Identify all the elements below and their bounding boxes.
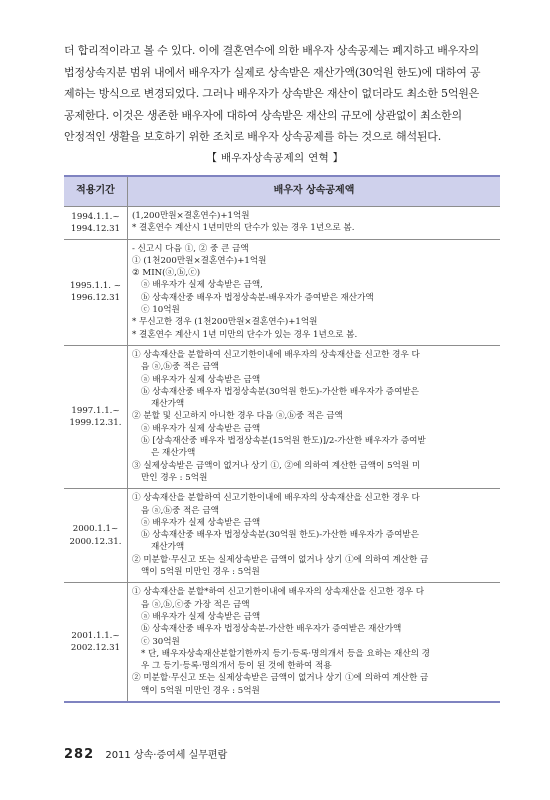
cell-line: ⓑ 상속재산중 배우자 법정상속분-배우자가 증여받은 재산가액: [141, 292, 374, 303]
cell-line: ① 상속재산을 분할하여 신고기한이내에 배우자의 상속재산을 신고한 경우 다: [132, 349, 420, 360]
cell-line: 음 ⓐ,ⓑ중 적은 금액: [141, 362, 219, 373]
deduction-cell: [128, 207, 501, 240]
cell-line: 은 재산가액: [151, 448, 196, 459]
deduction-cell: [128, 345, 501, 488]
page-footer: [64, 746, 227, 762]
cell-line: ① (1천200만원×결혼연수)+1억원: [132, 255, 267, 266]
period-cell: [64, 239, 128, 345]
table-row: [64, 207, 500, 240]
cell-line: 음 ⓐ,ⓑ중 적은 금액: [141, 505, 219, 516]
cell-line: * 무신고한 경우 (1천200만원×결혼연수)+1억원: [132, 317, 318, 328]
cell-line: ② 미분할·무신고 또는 실제상속받은 금액이 없거나 상기 ①에 의하여 계산한 금: [132, 554, 429, 565]
spouse-deduction-history-table: [64, 175, 500, 703]
page-number: 282: [64, 747, 95, 762]
period-start: 2000.1.1~: [72, 524, 119, 535]
period-start: 1994.1.1.~: [71, 211, 120, 222]
period-start: 1995.1.1. ~: [70, 280, 121, 291]
period-end: 1999.12.31.: [69, 418, 122, 429]
table-row: [64, 239, 500, 345]
table-row: [64, 583, 500, 702]
intro-line: 안정적인 생활을 보호하기 위한 조치로 배우자 상속공제를 하는 것으로 해석된다.: [64, 130, 442, 143]
cell-line: ⓑ 상속재산중 배우자 법정상속분-가산한 배우자가 증여받은 재산가액: [141, 624, 402, 635]
deduction-cell: [128, 489, 501, 583]
period-end: 2002.12.31: [70, 643, 121, 654]
header-deduction: 배우자 상속공제액: [128, 176, 501, 207]
intro-line: 더 합리적이라고 볼 수 있다. 이에 결혼연수에 의한 배우자 상속공제는 폐지하고 배우자의: [64, 44, 479, 57]
cell-line: 재산가액: [151, 542, 185, 553]
cell-line: ⓑ [상속재산중 배우자 법정상속분(15억원 한도)]/2-가산한 배우자가 증여받: [141, 436, 426, 447]
cell-line: ⓐ 배우자가 실제 상속받은 금액: [141, 374, 261, 385]
cell-line: * 결혼연수 계산시 1년미만의 단수가 있는 경우 1년으로 봄.: [132, 223, 355, 234]
period-end: 2000.12.31.: [69, 536, 122, 547]
period-cell: [64, 489, 128, 583]
period-cell: [64, 207, 128, 240]
book-title: 2011 상속·증여세 실무편람: [105, 750, 228, 761]
table-row: [64, 345, 500, 488]
cell-line: ② 분할 및 신고하지 아니한 경우 다음 ⓐ,ⓑ중 적은 금액: [132, 411, 343, 422]
cell-line: 액이 5억원 미만인 경우 : 5억원: [141, 567, 260, 578]
cell-line: 우 그 등기·등록·명의개서 등이 된 것에 한하여 적용: [141, 661, 332, 672]
cell-line: 액이 5억원 미만인 경우 : 5억원: [141, 685, 260, 696]
cell-line: ⓐ 배우자가 실제 상속받은 금액: [141, 517, 261, 528]
table-title: 【 배우자상속공제의 연혁 】: [206, 152, 344, 164]
deduction-cell: [128, 239, 501, 345]
intro-line: 법정상속지분 범위 내에서 배우자가 실제로 상속받은 재산가액(30억원 한도)에 대하여 공: [64, 65, 481, 79]
cell-line: ① 상속재산을 분할하여 신고기한이내에 배우자의 상속재산을 신고한 경우 다: [132, 493, 420, 504]
cell-line: (1,200만원×결혼연수)+1억원: [132, 211, 250, 221]
header-period: 적용기간: [64, 176, 128, 207]
cell-line: ⓒ 10억원: [141, 305, 180, 316]
period-end: 1996.12.31: [70, 293, 121, 304]
cell-line: ⓒ 30억원: [141, 636, 180, 647]
period-cell: [64, 345, 128, 488]
period-cell: [64, 583, 128, 702]
cell-line: 재산가액: [151, 399, 185, 410]
cell-line: ⓐ 배우자가 실제 상속받은 금액: [141, 611, 261, 622]
cell-line: ⓑ 상속재산중 배우자 법정상속분(30억원 한도)-가산한 배우자가 증여받은: [141, 386, 419, 397]
cell-line: - 신고시 다음 ①, ② 중 큰 금액: [132, 243, 249, 254]
cell-line: * 결혼연수 계산시 1년 미만의 단수가 있는 경우 1년으로 봄.: [132, 329, 358, 340]
cell-line: ① 상속재산을 분할*하여 신고기한이내에 배우자의 상속재산을 신고한 경우 다: [132, 587, 425, 598]
period-end: 1994.12.31: [70, 223, 121, 234]
cell-line: ⓐ 배우자가 실제 상속받은 금액,: [141, 280, 263, 291]
cell-line: ② MIN(ⓐ,ⓑ,ⓒ): [132, 268, 201, 279]
cell-line: 음 ⓐ,ⓑ,ⓒ중 가장 적은 금액: [141, 599, 250, 610]
cell-line: ⓑ 상속재산중 배우자 법정상속분(30억원 한도)-가산한 배우자가 증여받은: [141, 530, 419, 541]
table-row: [64, 489, 500, 583]
intro-line: 공제한다. 이것은 생존한 배우자에 대하여 상속받은 재산의 규모에 상관없이 최소한의: [64, 108, 462, 122]
table-header-row: [64, 176, 500, 207]
deduction-cell: [128, 583, 501, 702]
cell-line: ② 미분할·무신고 또는 실제상속받은 금액이 없거나 상기 ①에 의하여 계산한 금: [132, 673, 429, 684]
cell-line: ⓐ 배우자가 실제 상속받은 금액: [141, 423, 261, 434]
period-start: 1997.1.1.~: [71, 405, 120, 416]
cell-line: 만인 경우 : 5억원: [141, 472, 208, 483]
cell-line: * 단, 배우자상속재산분할기한까지 등기·등록·명의개서 등을 요하는 재산의 경: [141, 648, 430, 659]
period-start: 2001.1.1.~: [71, 630, 120, 641]
cell-line: ③ 실제상속받은 금액이 없거나 상기 ①, ②에 의하여 계산한 금액이 5억원 미: [132, 460, 421, 471]
intro-line: 제하는 방식으로 변경되었다. 그러나 배우자가 상속받은 재산이 없더라도 최소한 5억원은: [64, 87, 480, 100]
intro-text: [64, 40, 500, 148]
